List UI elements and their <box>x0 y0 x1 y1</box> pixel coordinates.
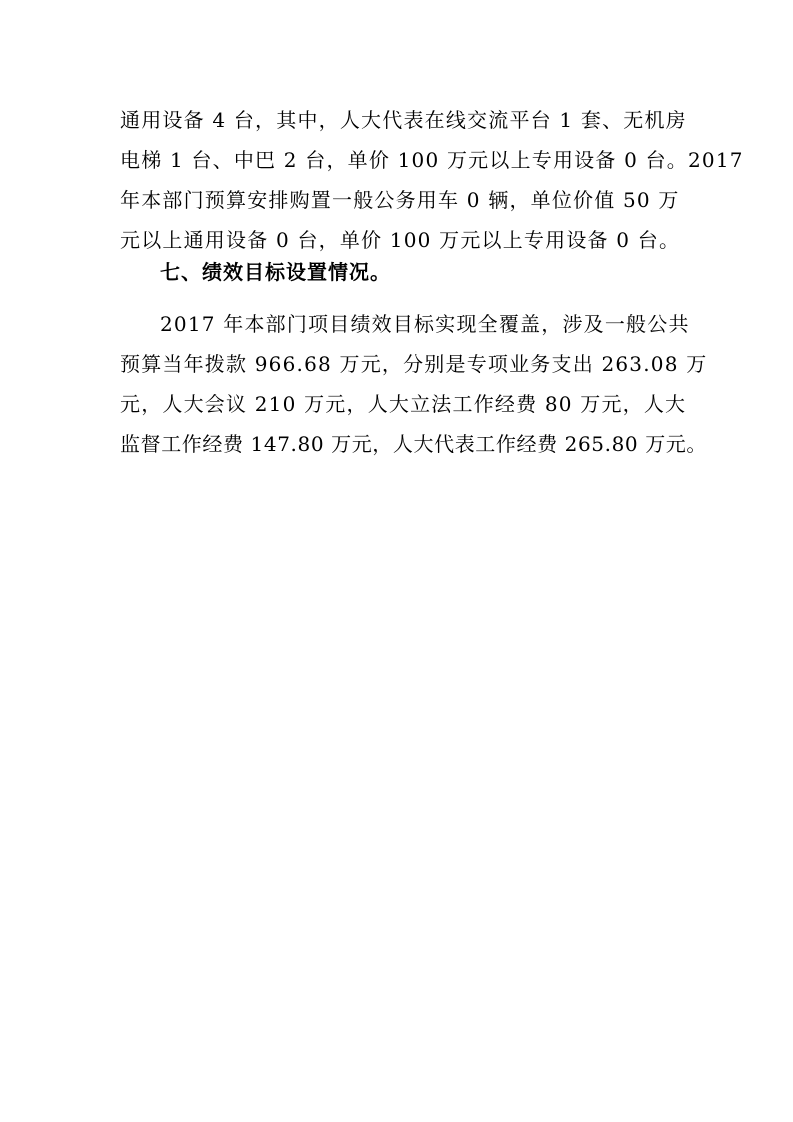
paragraph-line: 通用设备 4 台，其中，人大代表在线交流平台 1 套、无机房 <box>120 108 687 132</box>
paragraph-line: 预算当年拨款 966.68 万元，分别是专项业务支出 263.08 万 <box>120 352 708 376</box>
paragraph-line: 元，人大会议 210 万元，人大立法工作经费 80 万元，人大 <box>120 392 687 416</box>
paragraph-line: 监督工作经费 147.80 万元，人大代表工作经费 265.80 万元。 <box>120 432 707 456</box>
section-heading-text: 七、绩效目标设置情况。 <box>160 260 391 284</box>
paragraph-line: 电梯 1 台、中巴 2 台，单价 100 万元以上专用设备 0 台。2017 <box>120 148 744 172</box>
paragraph-line: 2017 年本部门项目绩效目标实现全覆盖，涉及一般公共 <box>160 312 690 336</box>
paragraph-line: 元以上通用设备 0 台，单价 100 万元以上专用设备 0 台。 <box>120 228 681 252</box>
paragraph-line: 年本部门预算安排购置一般公务用车 0 辆，单位价值 50 万 <box>120 188 680 212</box>
